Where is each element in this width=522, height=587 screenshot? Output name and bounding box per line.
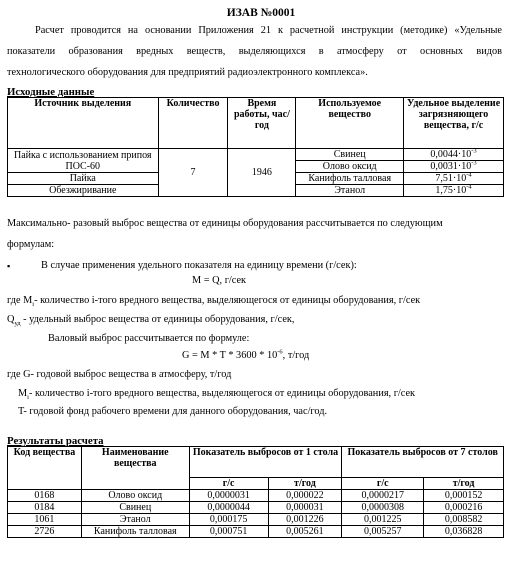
code-cell: 1061: [8, 514, 82, 526]
value-cell: 0,008582: [424, 514, 504, 526]
value-cell: 0,001225: [342, 514, 424, 526]
col-header-specific: Удельное выделение загрязняющего вещества, г/с: [404, 98, 504, 149]
col-header-one-table: Показатель выбросов от 1 стола: [189, 447, 342, 478]
results-table: [7, 446, 504, 538]
source-data-heading: Исходные данные: [7, 86, 95, 98]
results-header-row: [8, 447, 504, 478]
count-cell: 7: [158, 149, 228, 197]
formula-gross: $G = M * T * 3600 * 10^{-6}$, т/год: [182, 348, 310, 361]
t-definition-line: T- годовой фонд рабочего времени для данного оборудования, час/год.: [18, 406, 328, 417]
value-cell: 0,001226: [268, 514, 342, 526]
subheader-ty: т/год: [424, 478, 504, 490]
col-header-substance: Используемое вещество: [296, 98, 404, 149]
value-cell: 0,0000217: [342, 490, 424, 502]
q-definition-line: $Q_{уд}$ - удельный выброс вещества от единицы оборудования, г/сек,: [7, 314, 295, 328]
source-data-table: [7, 97, 504, 197]
col-header-name: Наименование вещества: [81, 447, 189, 490]
intro-line-3: технологического оборудования для предприятий радиоэлектронного комплекса».: [7, 67, 368, 78]
table-row: [8, 490, 504, 502]
value-cell: 0,000216: [424, 502, 504, 514]
source-cell-degreasing: Обезжиривание: [8, 185, 159, 197]
name-cell: Олово оксид: [81, 490, 189, 502]
col-header-code: Код вещества: [8, 447, 82, 490]
results-heading: Результаты расчета: [7, 435, 104, 447]
substance-cell: Олово оксид: [296, 161, 404, 173]
specific-cell: $0,0031\cdot 10^{-3}$: [404, 161, 504, 173]
substance-cell: Канифоль талловая: [296, 173, 404, 185]
value-cell: 0,000175: [189, 514, 268, 526]
where-g-line: где G- годовой выброс вещества в атмосферу, т/год: [7, 369, 232, 380]
code-cell: 0168: [8, 490, 82, 502]
code-cell: 0184: [8, 502, 82, 514]
value-cell: 0,005261: [268, 526, 342, 538]
col-header-source: Источник выделения: [8, 98, 159, 149]
value-cell: 0,036828: [424, 526, 504, 538]
intro-line-2: показатели образования вредных веществ, выделяющихся в атмосферу от основных видов: [7, 46, 502, 57]
value-cell: 0,0000044: [189, 502, 268, 514]
value-cell: 0,000152: [424, 490, 504, 502]
formula-m-equals-q: M = Q, г/сек: [192, 275, 247, 286]
subheader-ty: т/год: [268, 478, 342, 490]
table-row: [8, 149, 504, 161]
col-header-seven-tables: Показатель выбросов от 7 столов: [342, 447, 504, 478]
value-cell: 0,0000308: [342, 502, 424, 514]
case-text: В случае применения удельного показателя на единицу времени (г/сек):: [41, 260, 357, 271]
name-cell: Свинец: [81, 502, 189, 514]
specific-cell: $0,0044\cdot 10^{-3}$: [404, 149, 504, 161]
intro-paragraph: [7, 20, 502, 83]
value-cell: 0,005257: [342, 526, 424, 538]
intro-line-1: Расчет проводится на основании Приложения 21 к расчетной инструкции (методике) «Удельные: [35, 25, 502, 36]
time-cell: 1946: [228, 149, 296, 197]
table-row: [8, 502, 504, 514]
subheader-gs: г/с: [342, 478, 424, 490]
code-cell: 2726: [8, 526, 82, 538]
col-header-time: Время работы, час/год: [228, 98, 296, 149]
source-table-header-row: [8, 98, 504, 149]
name-cell: Канифоль талловая: [81, 526, 189, 538]
document-title: ИЗАВ №0001: [226, 7, 296, 19]
substance-cell: Свинец: [296, 149, 404, 161]
specific-cell: $1,75\cdot 10^{-4}$: [404, 185, 504, 197]
max-emission-text-2: формулам:: [7, 239, 55, 250]
name-cell: Этанол: [81, 514, 189, 526]
subheader-gs: г/с: [189, 478, 268, 490]
gross-emission-text: Валовый выброс рассчитывается по формуле:: [48, 333, 250, 344]
source-cell-soldering: Пайка: [8, 173, 159, 185]
specific-cell: $7,51\cdot 10^{-4}$: [404, 173, 504, 185]
value-cell: 0,000031: [268, 502, 342, 514]
source-cell-soldering-pos60: Пайка с использованием припоя ПОС-60: [8, 149, 159, 173]
col-header-count: Количество: [158, 98, 228, 149]
value-cell: 0,000751: [189, 526, 268, 538]
max-emission-text-1: Максимально- разовый выброс вещества от единицы оборудования рассчитывается по следующим: [7, 218, 443, 229]
where-m-line: где $M_i-$ количество i-того вредного вещества, выделяющегося от единицы оборудования, г/сек: [7, 295, 421, 309]
substance-cell: Этанол: [296, 185, 404, 197]
mi-definition-line: $M_i-$ количество i-того вредного вещества, выделяющегося от единицы оборудования, г/сек: [18, 388, 416, 402]
table-row: [8, 514, 504, 526]
table-row: [8, 526, 504, 538]
value-cell: 0,000022: [268, 490, 342, 502]
bullet-icon: ▪: [7, 261, 11, 271]
value-cell: 0,0000031: [189, 490, 268, 502]
